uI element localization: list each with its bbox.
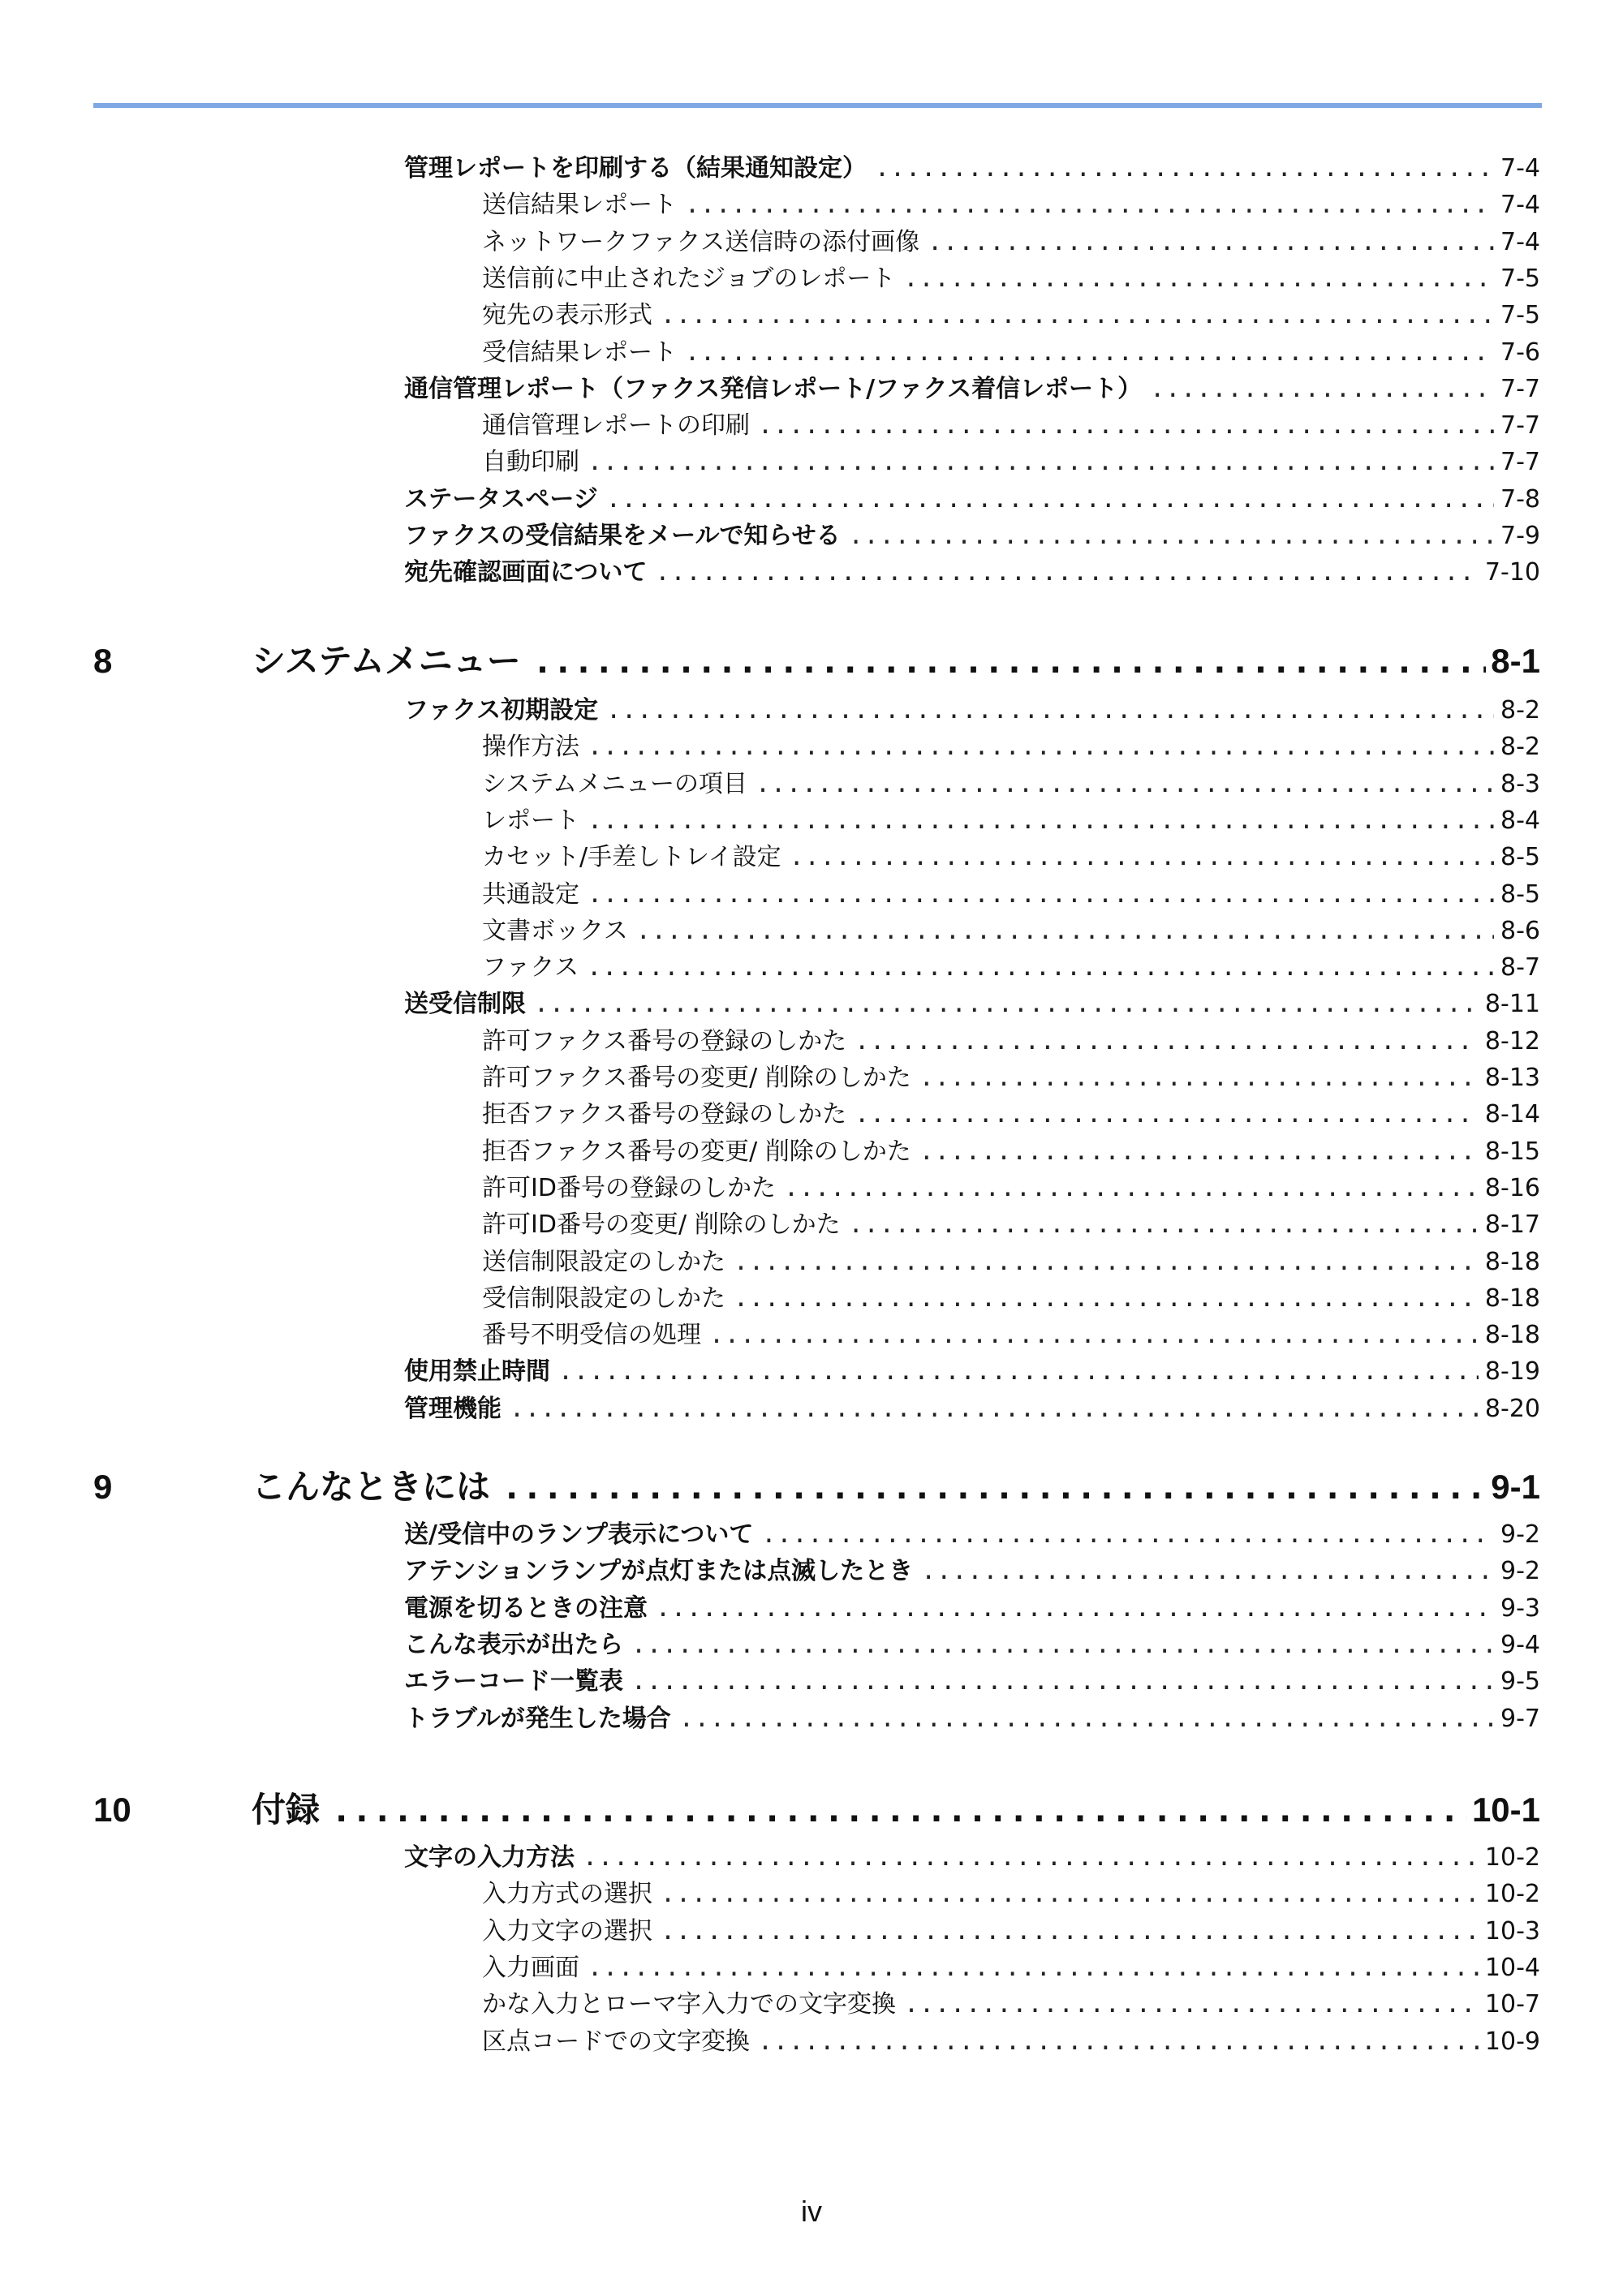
chapter-number: 10 bbox=[93, 1791, 131, 1829]
toc-entry-title: 送受信制限 bbox=[404, 990, 526, 1018]
toc-entry-title: 入力方式の選択 bbox=[482, 1880, 652, 1908]
toc-entry-page: 7-5 bbox=[1500, 264, 1540, 293]
leader-dots bbox=[855, 1025, 1479, 1058]
toc-entry-title: 入力文字の選択 bbox=[482, 1917, 652, 1946]
toc-entry[interactable] bbox=[482, 299, 1540, 332]
toc-entry-page: 8-18 bbox=[1484, 1284, 1540, 1313]
toc-entry[interactable] bbox=[404, 153, 1540, 185]
toc-entry-title: エラーコード一覧表 bbox=[404, 1667, 623, 1696]
leader-dots bbox=[904, 1989, 1479, 2021]
toc-entry-title: アテンションランプが点灯または点滅したとき bbox=[404, 1557, 914, 1585]
leader-dots bbox=[661, 1878, 1479, 1911]
leader-dots bbox=[685, 189, 1494, 221]
toc-entry[interactable] bbox=[482, 1989, 1540, 2021]
toc-entry[interactable] bbox=[482, 768, 1540, 801]
toc-entry-title: 通信管理レポートの印刷 bbox=[482, 411, 750, 440]
toc-entry-title: 宛先確認画面について bbox=[404, 558, 648, 587]
toc-entry[interactable] bbox=[404, 520, 1540, 553]
toc-entry-title: ファクス bbox=[482, 953, 579, 982]
chapter-heading[interactable] bbox=[93, 634, 1540, 686]
toc-entry-page: 8-13 bbox=[1484, 1064, 1540, 1092]
toc-entry-page: 8-18 bbox=[1484, 1321, 1540, 1349]
toc-entry-page: 8-5 bbox=[1500, 843, 1540, 871]
toc-entry-page: 8-11 bbox=[1484, 990, 1540, 1018]
toc-entry[interactable] bbox=[482, 1209, 1540, 1241]
toc-entry-page: 8-20 bbox=[1484, 1395, 1540, 1423]
toc-entry-page: 10-7 bbox=[1484, 1990, 1540, 2019]
toc-entry-title: 番号不明受信の処理 bbox=[482, 1321, 701, 1349]
toc-entry[interactable] bbox=[404, 1593, 1540, 1625]
toc-entry-title: ファクス初期設定 bbox=[404, 696, 599, 724]
toc-entry-title: 文字の入力方法 bbox=[404, 1843, 575, 1872]
leader-dots bbox=[588, 446, 1494, 479]
leader-dots bbox=[761, 1519, 1494, 1551]
toc-entry-title: システムメニューの項目 bbox=[482, 770, 747, 798]
toc-entry-title: トラブルが発生した場合 bbox=[404, 1705, 671, 1733]
chapter-heading[interactable] bbox=[93, 1783, 1540, 1835]
leader-dots bbox=[790, 841, 1494, 874]
leader-dots bbox=[588, 731, 1494, 763]
toc-entry-page: 10-9 bbox=[1484, 2027, 1540, 2056]
leader-dots bbox=[855, 1099, 1479, 1131]
leader-dots bbox=[919, 1136, 1479, 1168]
toc-entry-page: 8-15 bbox=[1484, 1137, 1540, 1166]
leader-dots bbox=[631, 1629, 1494, 1662]
toc-entry[interactable] bbox=[482, 1319, 1540, 1352]
chapter-page: 10-1 bbox=[1471, 1791, 1540, 1829]
chapter-title: 付録 bbox=[252, 1790, 321, 1829]
toc-entry-title: かな入力とローマ字入力での文字変換 bbox=[482, 1990, 896, 2019]
toc-entry-page: 9-4 bbox=[1500, 1631, 1540, 1659]
toc-entry-title: 送信制限設定のしかた bbox=[482, 1248, 725, 1276]
leader-dots bbox=[656, 1593, 1494, 1625]
toc-entry-page: 7-4 bbox=[1500, 154, 1540, 183]
toc-entry[interactable] bbox=[482, 1099, 1540, 1131]
toc-entry-title: 区点コードでの文字変換 bbox=[482, 2027, 750, 2056]
toc-entry-page: 9-3 bbox=[1500, 1594, 1540, 1623]
toc-entry[interactable] bbox=[482, 1172, 1540, 1205]
toc-entry[interactable] bbox=[404, 1666, 1540, 1698]
toc-entry-title: カセット/手差しトレイ設定 bbox=[482, 843, 781, 871]
leader-dots bbox=[1150, 373, 1494, 406]
toc-entry-title: 送信前に中止されたジョブのレポート bbox=[482, 264, 896, 293]
leader-dots bbox=[532, 641, 1486, 686]
toc-entry[interactable] bbox=[404, 694, 1540, 727]
toc-entry-title: レポート bbox=[482, 806, 579, 835]
toc-entry-page: 8-5 bbox=[1500, 880, 1540, 909]
toc-entry[interactable] bbox=[404, 1519, 1540, 1551]
leader-dots bbox=[685, 337, 1494, 369]
leader-dots bbox=[849, 520, 1494, 553]
toc-entry-title: 入力画面 bbox=[482, 1954, 579, 1982]
leader-dots bbox=[558, 1356, 1479, 1388]
toc-entry-page: 10-4 bbox=[1484, 1954, 1540, 1982]
leader-dots bbox=[587, 952, 1494, 984]
toc-entry-page: 7-7 bbox=[1500, 411, 1540, 440]
leader-dots bbox=[756, 768, 1494, 801]
chapter-page: 8-1 bbox=[1491, 642, 1540, 680]
leader-dots bbox=[921, 1555, 1494, 1588]
leader-dots bbox=[588, 879, 1494, 911]
leader-dots bbox=[588, 805, 1494, 837]
toc-entry[interactable] bbox=[404, 1703, 1540, 1735]
toc-entry-page: 8-2 bbox=[1500, 696, 1540, 724]
header-rule bbox=[93, 103, 1542, 108]
leader-dots bbox=[903, 263, 1494, 295]
toc-entry[interactable] bbox=[404, 1842, 1540, 1874]
toc-entry-page: 9-2 bbox=[1500, 1520, 1540, 1549]
toc-entry-page: 7-10 bbox=[1484, 558, 1540, 587]
leader-dots bbox=[928, 226, 1494, 259]
toc-entry[interactable] bbox=[404, 1393, 1540, 1425]
toc-entry[interactable] bbox=[482, 410, 1540, 442]
toc-entry-page: 8-14 bbox=[1484, 1100, 1540, 1129]
toc-entry-title: 使用禁止時間 bbox=[404, 1357, 550, 1386]
toc-entry-page: 9-5 bbox=[1500, 1667, 1540, 1696]
toc-entry-title: 拒否ファクス番号の登録のしかた bbox=[482, 1100, 847, 1129]
leader-dots bbox=[734, 1283, 1479, 1315]
toc-entry-title: 許可ID番号の変更/ 削除のしかた bbox=[482, 1210, 841, 1239]
chapter-title: こんなときには bbox=[252, 1467, 491, 1507]
toc-entry-page: 9-7 bbox=[1500, 1705, 1540, 1733]
toc-entry-title: 文書ボックス bbox=[482, 917, 628, 945]
toc-entry[interactable] bbox=[404, 988, 1540, 1021]
toc-entry-title: ネットワークファクス送信時の添付画像 bbox=[482, 228, 920, 256]
leader-dots bbox=[502, 1467, 1486, 1512]
toc-entry-title: ファクスの受信結果をメールで知らせる bbox=[404, 522, 841, 550]
toc-entry-page: 8-4 bbox=[1500, 806, 1540, 835]
leader-dots bbox=[679, 1703, 1494, 1735]
leader-dots bbox=[588, 1952, 1479, 1984]
toc-entry[interactable] bbox=[404, 1555, 1540, 1588]
leader-dots bbox=[661, 1915, 1479, 1948]
leader-dots bbox=[709, 1319, 1479, 1352]
chapter-title: システムメニュー bbox=[252, 641, 521, 681]
toc-entry[interactable] bbox=[482, 1283, 1540, 1315]
toc-entry-title: 許可ファクス番号の登録のしかた bbox=[482, 1027, 847, 1056]
toc-entry[interactable] bbox=[482, 1246, 1540, 1279]
leader-dots bbox=[631, 1666, 1494, 1698]
toc-entry[interactable] bbox=[482, 952, 1540, 984]
toc-entry-title: 共通設定 bbox=[482, 880, 579, 909]
toc-entry-title: ステータスページ bbox=[404, 485, 598, 514]
leader-dots bbox=[758, 410, 1494, 442]
toc-entry[interactable] bbox=[482, 1062, 1540, 1094]
toc-entry-title: 宛先の表示形式 bbox=[482, 301, 652, 329]
leader-dots bbox=[606, 694, 1494, 727]
leader-dots bbox=[758, 2026, 1479, 2058]
toc-entry-page: 8-3 bbox=[1500, 770, 1540, 798]
toc-entry[interactable] bbox=[482, 1025, 1540, 1058]
toc-entry[interactable] bbox=[404, 557, 1540, 589]
toc-entry-page: 8-17 bbox=[1484, 1210, 1540, 1239]
toc-entry-page: 7-4 bbox=[1500, 191, 1540, 219]
toc-entry-page: 9-2 bbox=[1500, 1557, 1540, 1585]
toc-entry-page: 7-5 bbox=[1500, 301, 1540, 329]
toc-entry[interactable] bbox=[482, 2026, 1540, 2058]
toc-entry[interactable] bbox=[482, 879, 1540, 911]
toc-entry-page: 8-16 bbox=[1484, 1174, 1540, 1202]
toc-entry-page: 8-12 bbox=[1484, 1027, 1540, 1056]
leader-dots bbox=[636, 915, 1494, 948]
toc-entry[interactable] bbox=[482, 731, 1540, 763]
toc-entry-title: 許可ファクス番号の変更/ 削除のしかた bbox=[482, 1064, 911, 1092]
toc-entry-page: 8-18 bbox=[1484, 1248, 1540, 1276]
toc-entry[interactable] bbox=[482, 446, 1540, 479]
toc-entry[interactable] bbox=[482, 337, 1540, 369]
toc-entry-page: 8-6 bbox=[1500, 917, 1540, 945]
leader-dots bbox=[583, 1842, 1479, 1874]
leader-dots bbox=[331, 1790, 1467, 1835]
toc-entry[interactable] bbox=[482, 1915, 1540, 1948]
toc-entry[interactable] bbox=[482, 915, 1540, 948]
toc-entry[interactable] bbox=[404, 1356, 1540, 1388]
leader-dots bbox=[734, 1246, 1479, 1279]
toc-entry[interactable] bbox=[482, 805, 1540, 837]
toc-entry-title: 管理レポートを印刷する（結果通知設定） bbox=[404, 154, 867, 183]
leader-dots bbox=[784, 1172, 1479, 1205]
toc-entry-title: 電源を切るときの注意 bbox=[404, 1594, 648, 1623]
chapter-number: 8 bbox=[93, 642, 113, 680]
toc-entry-page: 7-7 bbox=[1500, 375, 1540, 403]
toc-entry-title: 通信管理レポート（ファクス発信レポート/ファクス着信レポート） bbox=[404, 375, 1143, 403]
toc-entry-page: 7-8 bbox=[1500, 485, 1540, 514]
leader-dots bbox=[661, 299, 1494, 332]
toc-entry-page: 10-2 bbox=[1484, 1843, 1540, 1872]
leader-dots bbox=[919, 1062, 1479, 1094]
page-number: iv bbox=[801, 2195, 822, 2228]
leader-dots bbox=[849, 1209, 1479, 1241]
toc-entry-page: 8-2 bbox=[1500, 733, 1540, 761]
toc-entry[interactable] bbox=[482, 226, 1540, 259]
toc-entry-title: 操作方法 bbox=[482, 733, 579, 761]
toc-entry-page: 10-2 bbox=[1484, 1880, 1540, 1908]
toc-entry-page: 7-7 bbox=[1500, 448, 1540, 476]
toc-entry-title: 送/受信中のランプ表示について bbox=[404, 1520, 754, 1549]
toc-entry-page: 10-3 bbox=[1484, 1917, 1540, 1946]
toc-entry[interactable] bbox=[482, 1878, 1540, 1911]
chapter-page: 9-1 bbox=[1491, 1468, 1540, 1506]
chapter-number: 9 bbox=[93, 1468, 113, 1506]
toc-entry-page: 7-6 bbox=[1500, 338, 1540, 367]
toc-entry[interactable] bbox=[404, 373, 1540, 406]
toc-entry-page: 8-7 bbox=[1500, 953, 1540, 982]
toc-entry[interactable] bbox=[482, 263, 1540, 295]
toc-entry[interactable] bbox=[482, 1136, 1540, 1168]
toc-entry-page: 7-9 bbox=[1500, 522, 1540, 550]
toc-entry-title: 管理機能 bbox=[404, 1395, 502, 1423]
toc-entry-title: こんな表示が出たら bbox=[404, 1631, 623, 1659]
leader-dots bbox=[875, 153, 1494, 185]
toc-entry[interactable] bbox=[404, 1629, 1540, 1662]
toc-entry-title: 許可ID番号の登録のしかた bbox=[482, 1174, 776, 1202]
toc-entry-title: 拒否ファクス番号の変更/ 削除のしかた bbox=[482, 1137, 911, 1166]
toc-entry[interactable] bbox=[482, 1952, 1540, 1984]
toc-entry-title: 受信結果レポート bbox=[482, 338, 677, 367]
leader-dots bbox=[606, 484, 1494, 516]
chapter-heading[interactable] bbox=[93, 1460, 1540, 1512]
toc-entry-page: 7-4 bbox=[1500, 228, 1540, 256]
leader-dots bbox=[534, 988, 1479, 1021]
toc-entry[interactable] bbox=[404, 484, 1540, 516]
leader-dots bbox=[655, 557, 1479, 589]
toc-entry[interactable] bbox=[482, 189, 1540, 221]
toc-entry-title: 送信結果レポート bbox=[482, 191, 677, 219]
toc-entry-title: 受信制限設定のしかた bbox=[482, 1284, 725, 1313]
toc-entry-title: 自動印刷 bbox=[482, 448, 579, 476]
leader-dots bbox=[510, 1393, 1479, 1425]
toc-entry[interactable] bbox=[482, 841, 1540, 874]
toc-entry-page: 8-19 bbox=[1484, 1357, 1540, 1386]
